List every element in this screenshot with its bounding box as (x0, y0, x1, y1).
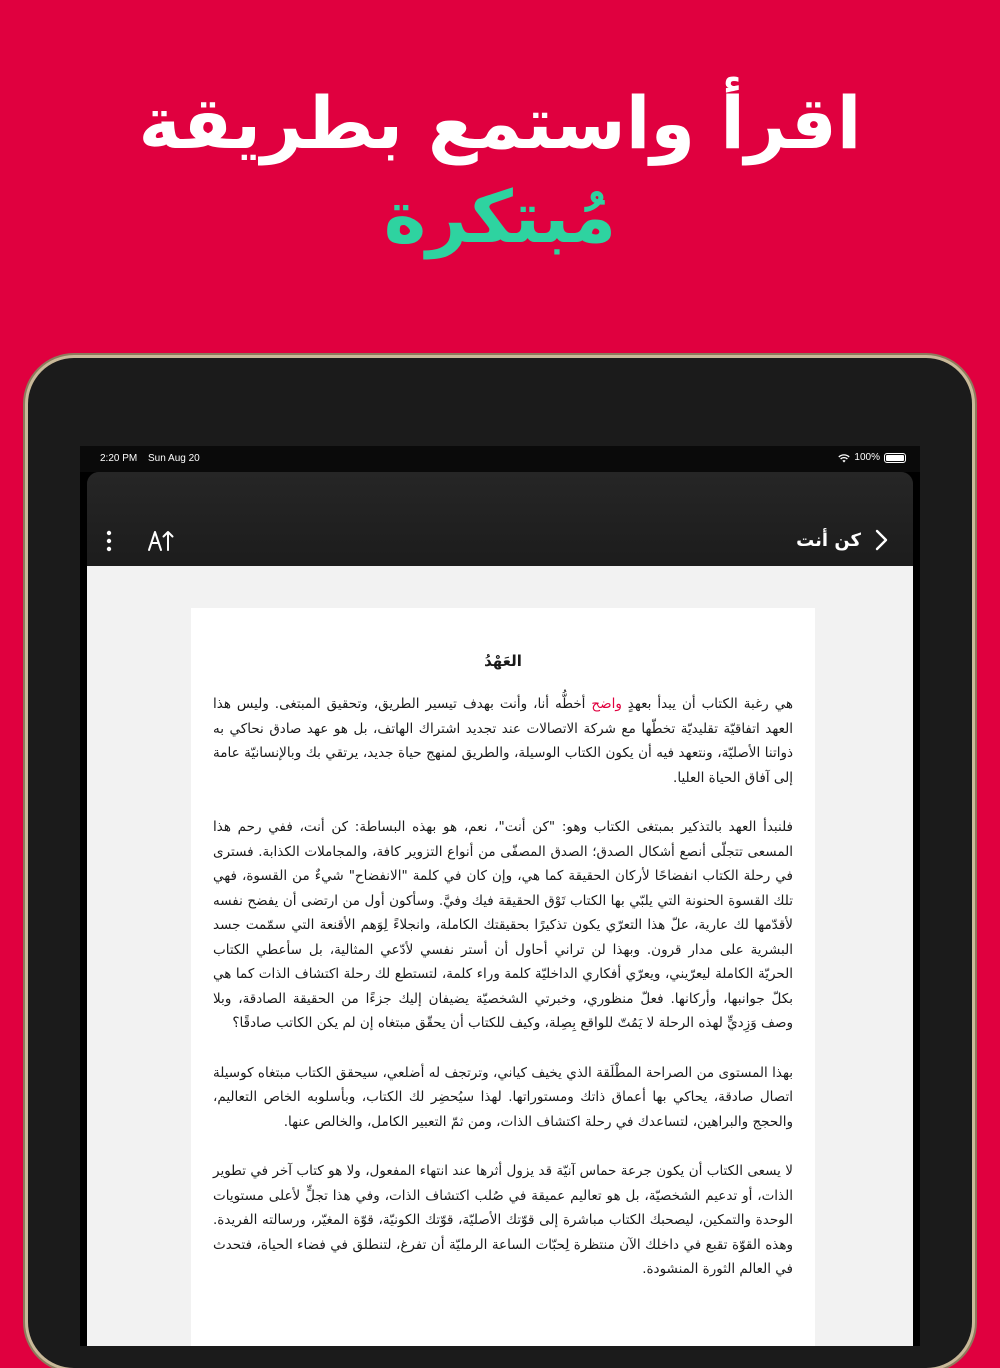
paragraph-2: فلنبدأ العهد بالتذكير بمبتغى الكتاب وهو: "كن أنت"، نعم، هو بهذه البساطة: كن أنت، ففي رحم هذا المسعى تتجلّى أنصع أشكال الصدق؛ الصدق المصفّى من أنواع التزوير كافة، والمجاملات الكذابة. فسترى في رحلة الكتاب انفضاحًا لأركان الحقيقة كما هي، وإن كان في كلمة "الانفضاح" شيءٌ من القسوة، فهي تلك القسوة الحنونة التي يلبّي بها الكتاب تَوْق الحقيقة فيك وفيَّ. وسأكون أول من ارتضى أن يفضح نفسه لأقدّمها لك عارية، علّ هذا التعرّي يكون تذكيرًا بحقيقتك الكاملة، وانجلاءً لِوَهم الأقنعة التي سمّمت جسد البشرية على مدار قرون. وبهذا لن تراني أحاول أن أستر نفسي لأدّعي المثالية، بل سأعطي الكتاب الحريّة الكاملة ليعرّيني، ويعرّي أفكاري الداخليّة كلمة وراء كلمة، لتستطع لك رحلة اكتشاف الذات كما هي بكلّ جوانبها، وأركانها. فعلّ منظوري، وخبرتي الشخصيّة يضيفان إليك جزءًا من الحقيقة الصادقة، وبلا وصف وَزِديٍّ لهذه الرحلة لا يَمُتّ للواقع بِصِلة، وكيف للكتاب أن يحقّق مبتغاه إن لم يكن الكاتب صادقًا؟ (213, 819, 793, 1031)
tablet-screen (80, 446, 920, 1346)
reader-sheet (87, 472, 913, 1346)
paragraph-1-end: أخطُّه أنا، وأنت بهدف تيسير الطريق، وتحقيق المبتغى. وليس هذا العهد اتفاقيّة تقليديّة تخطّها مع شركة الاتصالات عند تجديد اشتراك الهاتف، بل هو عهد صادق نحاكي به ذواتنا الأصليّة، ونتعهد فيه أن يكون الكتاب الوسيلة، والطريق لمنهج حياة جديد، يرتقي بك وبالإنسانيّة عامة إلى آفاق الحياة العليا. (213, 696, 793, 786)
headline-line-2: مُبتكرة (383, 175, 617, 259)
status-indicators (838, 452, 906, 463)
status-time: 2:20 PM (100, 453, 138, 464)
highlighted-word[interactable]: واضح (591, 696, 622, 712)
wifi-icon (838, 453, 850, 463)
book-title: كن أنت (796, 529, 861, 551)
chevron-right-icon (873, 529, 891, 551)
book-page (191, 608, 815, 1346)
reader-navbar (87, 472, 913, 566)
status-date: Sun Aug 20 (148, 453, 200, 464)
status-bar (80, 446, 920, 472)
paragraph-1-start: هي رغبة الكتاب أن يبدأ بعهدٍ (621, 696, 793, 712)
back-button[interactable] (796, 529, 891, 551)
paragraph-3: بهذا المستوى من الصراحة المطْلَقة الذي يخيف كياني، وترتجف له أضلعي، سيحقق الكتاب مبتغاه كوسيلة اتصال صادقة، يحاكي بها أعماق ذاتك ومستوراتها. لهذا سيُحضِر لك الكتاب، وبأسلوبه الخاص التعاليم، والحجج والبراهين، لتساعدك في رحلة اكتشاف الذات، ومن ثمّ التعبير الكامل، والخالص عنها. (213, 1064, 793, 1130)
battery-percent: 100% (854, 452, 880, 463)
font-size-icon[interactable] (147, 528, 175, 554)
reading-area[interactable] (87, 566, 913, 1346)
paragraph-1 (213, 692, 793, 790)
paragraph-4: لا يسعى الكتاب أن يكون جرعة حماس آنيّة قد يزول أثرها عند انتهاء المفعول، ولا هو كتاب آخر في تطوير الذات، أو تدعيم الشخصيّة، بل هو تعاليم عميقة في صُلب اكتشاف الذات، وفي هذا تجلٍّ لأعلى مستويات الوحدة والتمكين، ليصحبك الكتاب مباشرة إلى قوّتك الأصليّة، قوّتك الكونيّة، قوّة المغيّر، ورسالته الفريدة. وهذه القوّة تقبع في داخلك الآن منتظرة لِحبّات الساعة الرمليّة أن تفرغ، لتنطلق في فضاء الحياة، فتحدث في العالم الثورة المنشودة. (213, 1163, 793, 1277)
more-options-icon[interactable] (101, 530, 117, 552)
chapter-title: العَهْدُ (484, 652, 522, 670)
headline-line-1: اقرأ واستمع بطريقة (138, 81, 862, 165)
battery-icon (884, 453, 906, 463)
